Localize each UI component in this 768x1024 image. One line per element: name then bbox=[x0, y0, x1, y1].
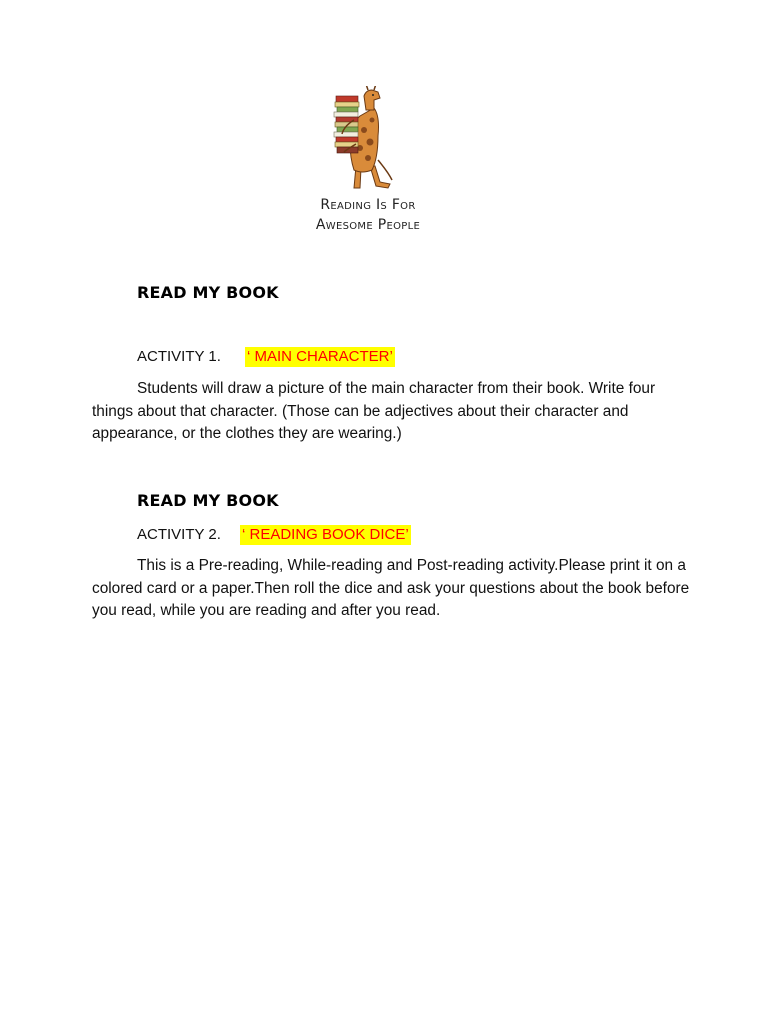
activity-1-text: Students will draw a picture of the main character from their book. Write four things about that character. (Those can be adjectives about their character and appearance, or the clothes they are wearing.) bbox=[92, 380, 656, 442]
logo-text-line2: Awesome People bbox=[315, 217, 421, 233]
giraffe-with-books-icon bbox=[298, 86, 438, 196]
activity-2-number: ACTIVITY 2. bbox=[137, 526, 221, 543]
activity-2-description bbox=[92, 555, 692, 623]
activity-1-title: ‘ MAIN CHARACTER’ bbox=[247, 348, 393, 365]
activity-2-row bbox=[137, 525, 411, 545]
activity-2-title: ‘ READING BOOK DICE’ bbox=[242, 526, 409, 543]
activity-1-description bbox=[92, 378, 692, 446]
section2-heading: READ MY BOOK bbox=[137, 491, 279, 510]
logo-text-line1: Reading Is For bbox=[320, 197, 416, 213]
activity-2-text: This is a Pre-reading, While-reading and Post-reading activity.Please print it on a colored card or a paper.Then roll the dice and ask your questions about the book before you read, while you are reading and after you read. bbox=[92, 557, 690, 619]
activity-1-row bbox=[137, 347, 395, 367]
activity-1-number: ACTIVITY 1. bbox=[137, 348, 221, 365]
section1-heading: READ MY BOOK bbox=[137, 283, 279, 302]
reading-logo bbox=[298, 86, 438, 246]
